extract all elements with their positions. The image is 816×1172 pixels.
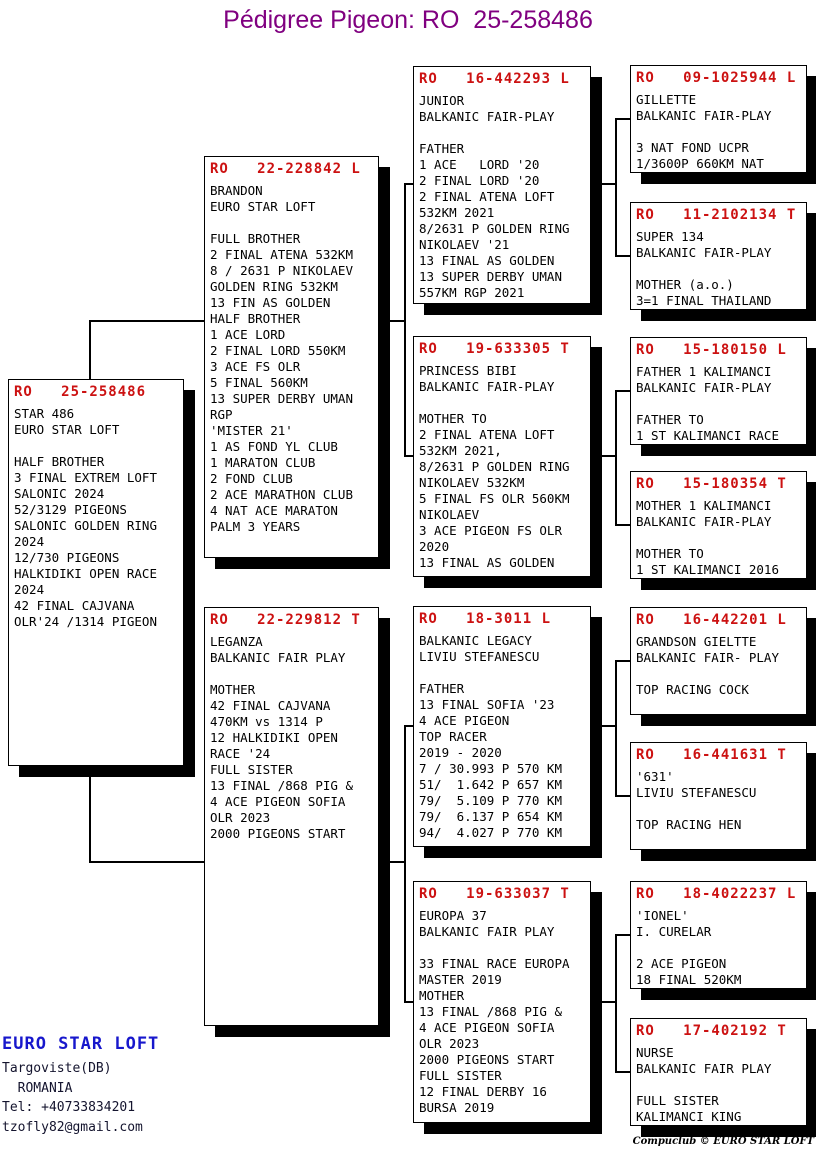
connector-line <box>615 660 617 797</box>
pedigree-box-great-grandparent-7 <box>630 881 807 989</box>
connector-line <box>615 934 631 936</box>
connector-line <box>615 795 631 797</box>
connector-line <box>89 320 91 381</box>
ring-number: RO 09-1025944 L <box>636 70 797 86</box>
box-details: SUPER 134 BALKANIC FAIR-PLAY MOTHER (a.o.) 3=1 FINAL THAILAND <box>636 229 772 308</box>
box-details: EUROPA 37 BALKANIC FAIR PLAY 33 FINAL RACE EUROPA MASTER 2019 MOTHER 13 FINAL /868 PIG & 4 ACE PIGEON SOFIA OLR 2023 2000 PIGEONS START FULL SISTER 12 FINAL DERBY 16 BURSA 2019 <box>419 908 570 1115</box>
ring-number: RO 16-442293 L <box>419 71 570 87</box>
connector-line <box>615 118 631 120</box>
connector-line <box>615 118 617 257</box>
connector-line <box>590 455 617 457</box>
pedigree-box-great-grandparent-2 <box>630 202 807 310</box>
footer-credit: Compuclub © EURO STAR LOFT <box>632 1136 814 1147</box>
box-details: MOTHER 1 KALIMANCI BALKANIC FAIR-PLAY MOTHER TO 1 ST KALIMANCI 2016 <box>636 498 779 577</box>
ring-number: RO 15-180150 L <box>636 342 787 358</box>
pedigree-box-grandsire-paternal <box>413 66 591 304</box>
page-title: Pédigree Pigeon: RO 25-258486 <box>223 6 593 34</box>
pedigree-box-dam <box>204 607 379 1026</box>
connector-line <box>378 320 406 322</box>
pedigree-box-great-grandparent-4 <box>630 471 807 579</box>
pedigree-box-granddam-paternal <box>413 336 591 577</box>
box-details: GRANDSON GIELTTE BALKANIC FAIR- PLAY TOP RACING COCK <box>636 634 779 697</box>
box-details: FATHER 1 KALIMANCI BALKANIC FAIR-PLAY FATHER TO 1 ST KALIMANCI RACE <box>636 364 779 443</box>
pedigree-box-granddam-maternal <box>413 881 591 1123</box>
pedigree-box-grandsire-maternal <box>413 606 591 847</box>
box-details: GILLETTE BALKANIC FAIR-PLAY 3 NAT FOND UCPR 1/3600P 660KM NAT <box>636 92 772 171</box>
box-details: NURSE BALKANIC FAIR PLAY FULL SISTER KALIMANCI KING <box>636 1045 772 1124</box>
ring-number: RO 15-180354 T <box>636 476 787 492</box>
box-details: BALKANIC LEGACY LIVIU STEFANESCU FATHER 13 FINAL SOFIA '23 4 ACE PIGEON TOP RACER 2019 - 2020 7 / 30.993 P 570 KM 51/ 1.642 P 657 KM 79/ 5.109 P 770 KM 79/ 6.137 P 654 KM 94/ 4.027 P 770 KM <box>419 633 562 840</box>
connector-line <box>615 390 617 526</box>
box-details: JUNIOR BALKANIC FAIR-PLAY FATHER 1 ACE LORD '20 2 FINAL LORD '20 2 FINAL ATENA LOFT 532KM 2021 8/2631 P GOLDEN RING NIKOLAEV '21 13 FINAL AS GOLDEN 13 SUPER DERBY UMAN 557KM RGP 2021 <box>419 93 570 300</box>
connector-line <box>590 725 617 727</box>
box-details: STAR 486 EURO STAR LOFT HALF BROTHER 3 FINAL EXTREM LOFT SALONIC 2024 52/3129 PIGEONS SALONIC GOLDEN RING 2024 12/730 PIGEONS HALKIDIKI OPEN RACE 2024 42 FINAL CAJVANA OLR'24 /1314 PIGEON <box>14 406 157 629</box>
connector-line <box>89 861 206 863</box>
pedigree-box-great-grandparent-1 <box>630 65 807 173</box>
pedigree-box-great-grandparent-6 <box>630 742 807 850</box>
connector-line <box>378 861 406 863</box>
connector-line <box>615 1071 631 1073</box>
ring-number: RO 18-4022237 L <box>636 886 797 902</box>
box-details: BRANDON EURO STAR LOFT FULL BROTHER 2 FINAL ATENA 532KM 8 / 2631 P NIKOLAEV GOLDEN RING 532KM 13 FIN AS GOLDEN HALF BROTHER 1 ACE LORD 2 FINAL LORD 550KM 3 ACE FS OLR 5 FINAL 560KM 13 SUPER DERBY UMAN RGP 'MISTER 21' 1 AS FOND YL CLUB 1 MARATON CLUB 2 FOND CLUB 2 ACE MARATHON CLUB 4 NAT ACE MARATON PALM 3 YEARS <box>210 183 353 534</box>
ring-number: RO 19-633037 T <box>419 886 570 902</box>
box-details: LEGANZA BALKANIC FAIR PLAY MOTHER 42 FINAL CAJVANA 470KM vs 1314 P 12 HALKIDIKI OPEN RACE '24 FULL SISTER 13 FINAL /868 PIG & 4 ACE PIGEON SOFIA OLR 2023 2000 PIGEONS START <box>210 634 353 841</box>
connector-line <box>615 934 617 1073</box>
ring-number: RO 22-229812 T <box>210 612 361 628</box>
box-details: PRINCESS BIBI BALKANIC FAIR-PLAY MOTHER TO 2 FINAL ATENA LOFT 532KM 2021, 8/2631 P GOLDEN RING NIKOLAEV 532KM 5 FINAL FS OLR 560KM NIKOLAEV 3 ACE PIGEON FS OLR 2020 13 FINAL AS GOLDEN <box>419 363 570 570</box>
loft-contact-block <box>2 1034 159 1137</box>
connector-line <box>590 183 617 185</box>
pedigree-box-sire <box>204 156 379 558</box>
loft-address: Targoviste(DB) ROMANIA Tel: +40733834201 tzofly82@gmail.com <box>2 1061 143 1135</box>
connector-line <box>615 390 631 392</box>
ring-number: RO 16-441631 T <box>636 747 787 763</box>
connector-line <box>89 765 91 863</box>
ring-number: RO 18-3011 L <box>419 611 552 627</box>
ring-number: RO 16-442201 L <box>636 612 787 628</box>
ring-number: RO 17-402192 T <box>636 1023 787 1039</box>
connector-line <box>615 524 631 526</box>
ring-number: RO 22-228842 L <box>210 161 361 177</box>
box-details: 'IONEL' I. CURELAR 2 ACE PIGEON 18 FINAL 520KM <box>636 908 742 987</box>
connector-line <box>615 660 631 662</box>
pedigree-box-great-grandparent-5 <box>630 607 807 715</box>
connector-line <box>404 183 406 457</box>
connector-line <box>590 1001 617 1003</box>
pedigree-box-great-grandparent-3 <box>630 337 807 445</box>
box-details: '631' LIVIU STEFANESCU TOP RACING HEN <box>636 769 757 832</box>
connector-line <box>89 320 206 322</box>
ring-number: RO 25-258486 <box>14 384 147 400</box>
loft-name: EURO STAR LOFT <box>2 1034 160 1054</box>
ring-number: RO 11-2102134 T <box>636 207 797 223</box>
pedigree-box-subject <box>8 379 184 766</box>
pedigree-box-great-grandparent-8 <box>630 1018 807 1126</box>
connector-line <box>404 725 406 1003</box>
ring-number: RO 19-633305 T <box>419 341 570 357</box>
connector-line <box>615 255 631 257</box>
